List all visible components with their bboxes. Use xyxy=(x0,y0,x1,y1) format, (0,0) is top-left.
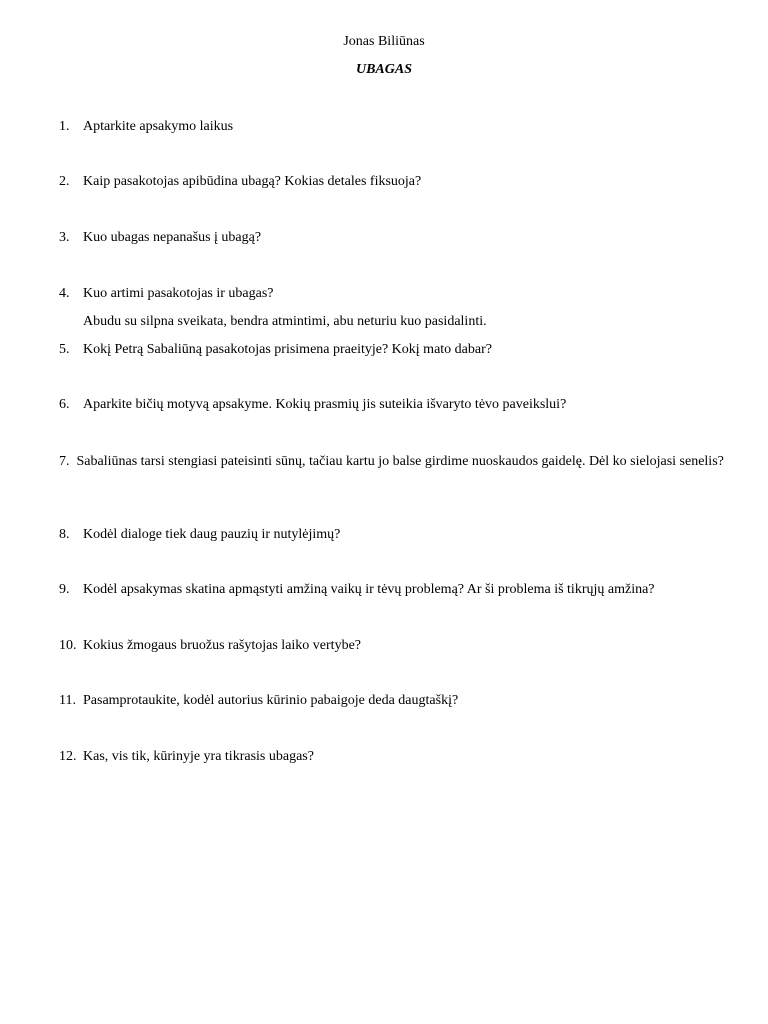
document-title: UBAGAS xyxy=(355,62,413,77)
question-text: Kodėl apsakymas skatina apmąstyti amžiną vaikų ir tėvų problemą? Ar ši problema iš tikrųjų amžina? xyxy=(83,582,655,597)
question-6 xyxy=(59,396,566,414)
question-number: 2. xyxy=(59,174,70,189)
question-12 xyxy=(59,748,314,766)
question-text: Kuo ubagas nepanašus į ubagą? xyxy=(83,230,262,245)
question-number: 3. xyxy=(59,230,70,245)
question-8 xyxy=(59,526,340,544)
question-text: Aparkite bičių motyvą apsakyme. Kokių prasmių jis suteikia išvaryto tėvo paveikslui? xyxy=(83,397,567,412)
question-number: 1. xyxy=(59,119,70,134)
question-text: Kokius žmogaus bruožus rašytojas laiko vertybe? xyxy=(83,638,361,653)
question-10 xyxy=(59,637,361,655)
question-number: 12. xyxy=(59,749,77,764)
question-7 xyxy=(37,452,730,471)
question-number: 5. xyxy=(59,342,70,357)
question-text: Aptarkite apsakymo laikus xyxy=(83,119,234,134)
question-text: Sabaliūnas tarsi stengiasi pateisinti sūnų, tačiau kartu jo balse girdime nuoskaudos gaidelę. Dėl ko sielojasi senelis? xyxy=(76,454,724,469)
question-1 xyxy=(59,118,233,136)
question-number: 6. xyxy=(59,397,70,412)
question-number: 11. xyxy=(59,693,76,708)
answer-text: Abudu su silpna sveikata, bendra atmintimi, abu neturiu kuo pasidalinti. xyxy=(83,314,487,329)
question-3 xyxy=(59,229,261,247)
question-text: Kodėl dialoge tiek daug pauzių ir nutylėjimų? xyxy=(83,527,341,542)
question-number: 8. xyxy=(59,527,70,542)
author-name: Jonas Biliūnas xyxy=(343,34,425,49)
question-number: 9. xyxy=(59,582,70,597)
question-2 xyxy=(59,173,421,191)
question-text: Kuo artimi pasakotojas ir ubagas? xyxy=(83,286,274,301)
question-number: 7. xyxy=(59,454,70,469)
question-text: Pasamprotaukite, kodėl autorius kūrinio pabaigoje deda daugtaškį? xyxy=(83,693,459,708)
question-text: Kaip pasakotojas apibūdina ubagą? Kokias detales fiksuoja? xyxy=(83,174,422,189)
question-11 xyxy=(59,692,458,710)
question-number: 4. xyxy=(59,286,70,301)
question-text: Kas, vis tik, kūrinyje yra tikrasis ubagas? xyxy=(83,749,314,764)
question-text: Kokį Petrą Sabaliūną pasakotojas prisimena praeityje? Kokį mato dabar? xyxy=(83,342,492,357)
question-5 xyxy=(59,341,492,359)
question-4 xyxy=(59,285,274,303)
question-number: 10. xyxy=(59,638,77,653)
question-9 xyxy=(59,581,655,599)
